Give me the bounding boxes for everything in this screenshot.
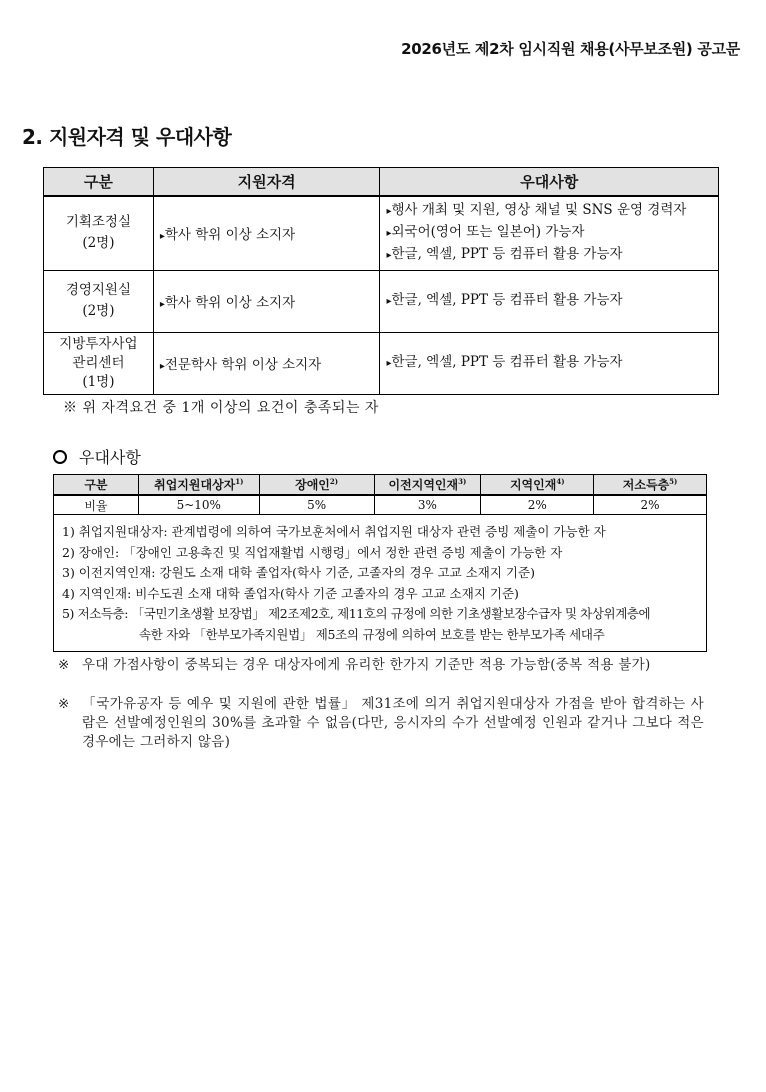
preference-item: ▸ 한글, 엑셀, PPT 등 컴퓨터 활용 가능자 <box>386 290 712 312</box>
header-preference: 우대사항 <box>380 168 719 197</box>
qualification-note: ※ 위 자격요건 중 1개 이상의 요건이 충족되는 자 <box>63 400 379 416</box>
annotation-text: 「국가유공자 등 예우 및 지원에 관한 법률」 제31조에 의거 취업지원대상자 가점을 받아 합격하는 사람은 선발예정인원의 30%를 초과할 수 없음(다만, 응시자의 수가 선발예정 인원과 같거나 그보다 적은 경우에는 그러하지 않음) <box>82 696 704 750</box>
annotation-mark: ※ <box>58 696 70 712</box>
table-header-row <box>54 475 707 496</box>
ratio-value: 5% <box>259 495 374 515</box>
annotation <box>58 695 704 752</box>
dept-name: 경영지원실 <box>65 282 132 298</box>
table-row <box>44 196 719 270</box>
footnotes-row <box>54 515 707 652</box>
dept-cell <box>44 332 154 394</box>
header-local-talent: 지역인재$^{4)}$ <box>481 475 594 496</box>
ratio-value: 3% <box>374 495 481 515</box>
dept-count: (2명) <box>82 235 115 252</box>
header-low-income: 저소득층$^{5)}$ <box>594 475 707 496</box>
footnote: 5) 저소득층: 「국민기초생활 보장법」 제2조제2호, 제11호의 규정에 의한 기초생활보장수급자 및 차상위계층에 <box>62 606 651 621</box>
dept-name: 지방투자사업 <box>59 335 138 352</box>
header-relocated-region: 이전지역인재$^{3)}$ <box>374 475 481 496</box>
footnotes-cell <box>54 515 707 652</box>
preference-item: ▸ 행사 개최 및 지원, 영상 채널 및 SNS 운영 경력자 <box>386 200 712 222</box>
dept-cell <box>44 196 154 270</box>
table-header-row <box>44 168 719 197</box>
qualification-table <box>43 167 719 395</box>
circle-bullet-icon <box>53 450 67 464</box>
preference-subtitle <box>53 445 141 468</box>
footnote-continuation: 속한 자와 「한부모가족지원법」 제5조의 규정에 의하여 보호를 받는 한부모가족 세대주 <box>139 626 605 642</box>
footnote: 3) 이전지역인재: 강원도 소재 대학 졸업자(학사 기준, 고졸자의 경우 고교 소재지 기준) <box>62 565 535 580</box>
qualification-text: ▸ 학사 학위 이상 소지자 <box>160 291 380 311</box>
dept-count: (1명) <box>82 373 115 390</box>
qualification-text: ▸ 학사 학위 이상 소지자 <box>160 223 380 243</box>
preference-item: ▸ 한글, 엑셀, PPT 등 컴퓨터 활용 가능자 <box>386 352 712 374</box>
annotation-text: 우대 가점사항이 중복되는 경우 대상자에게 유리한 한가지 기준만 적용 가능함(중복 적용 불가) <box>82 657 651 673</box>
footnote: 2) 장애인: 「장애인 고용촉진 및 직업재활법 시행령」에서 정한 관련 증빙 제출이 가능한 자 <box>62 544 563 560</box>
qualification-cell <box>153 270 380 332</box>
preference-cell <box>380 270 719 332</box>
qualification-cell <box>153 196 380 270</box>
qualification-text: ▸ 전문학사 학위 이상 소지자 <box>160 353 380 373</box>
section-title: 2. 지원자격 및 우대사항 <box>22 125 232 149</box>
preference-ratio-table <box>53 474 707 652</box>
preference-subtitle-text: 우대사항 <box>79 448 141 467</box>
dept-name-cont: 관리센터 <box>72 354 125 371</box>
header-category: 구분 <box>54 475 139 496</box>
ratio-value: 2% <box>481 495 594 515</box>
preference-item: ▸ 외국어(영어 또는 일본어) 가능자 <box>386 222 712 244</box>
header-qualification: 지원자격 <box>153 168 380 197</box>
ratio-value: 5~10% <box>138 495 259 515</box>
preference-cell <box>380 332 719 394</box>
footnote: 4) 지역인재: 비수도권 소재 대학 졸업자(학사 기준 고졸자의 경우 고교 소재지 기준) <box>62 585 519 601</box>
footnote: 1) 취업지원대상자: 관계법령에 의하여 국가보훈처에서 취업지원 대상자 관련 증빙 제출이 가능한 자 <box>62 524 606 539</box>
preference-item: ▸ 한글, 엑셀, PPT 등 컴퓨터 활용 가능자 <box>386 244 712 266</box>
row-label: 비율 <box>54 495 139 515</box>
document-header: 2026년도 제2차 임시직원 채용(사무보조원) 공고문 <box>401 40 740 58</box>
dept-cell <box>44 270 154 332</box>
table-row <box>54 495 707 515</box>
table-row <box>44 270 719 332</box>
ratio-value: 2% <box>594 495 707 515</box>
annotation-mark: ※ <box>58 657 70 673</box>
annotation <box>58 656 704 675</box>
header-veteran: 취업지원대상자$^{1)}$ <box>138 475 259 496</box>
dept-count: (2명) <box>82 303 115 319</box>
qualification-cell <box>153 332 380 394</box>
table-row <box>44 332 719 394</box>
header-disabled: 장애인$^{2)}$ <box>259 475 374 496</box>
preference-cell <box>380 196 719 270</box>
header-category: 구분 <box>44 168 154 197</box>
dept-name: 기획조정실 <box>65 214 132 231</box>
